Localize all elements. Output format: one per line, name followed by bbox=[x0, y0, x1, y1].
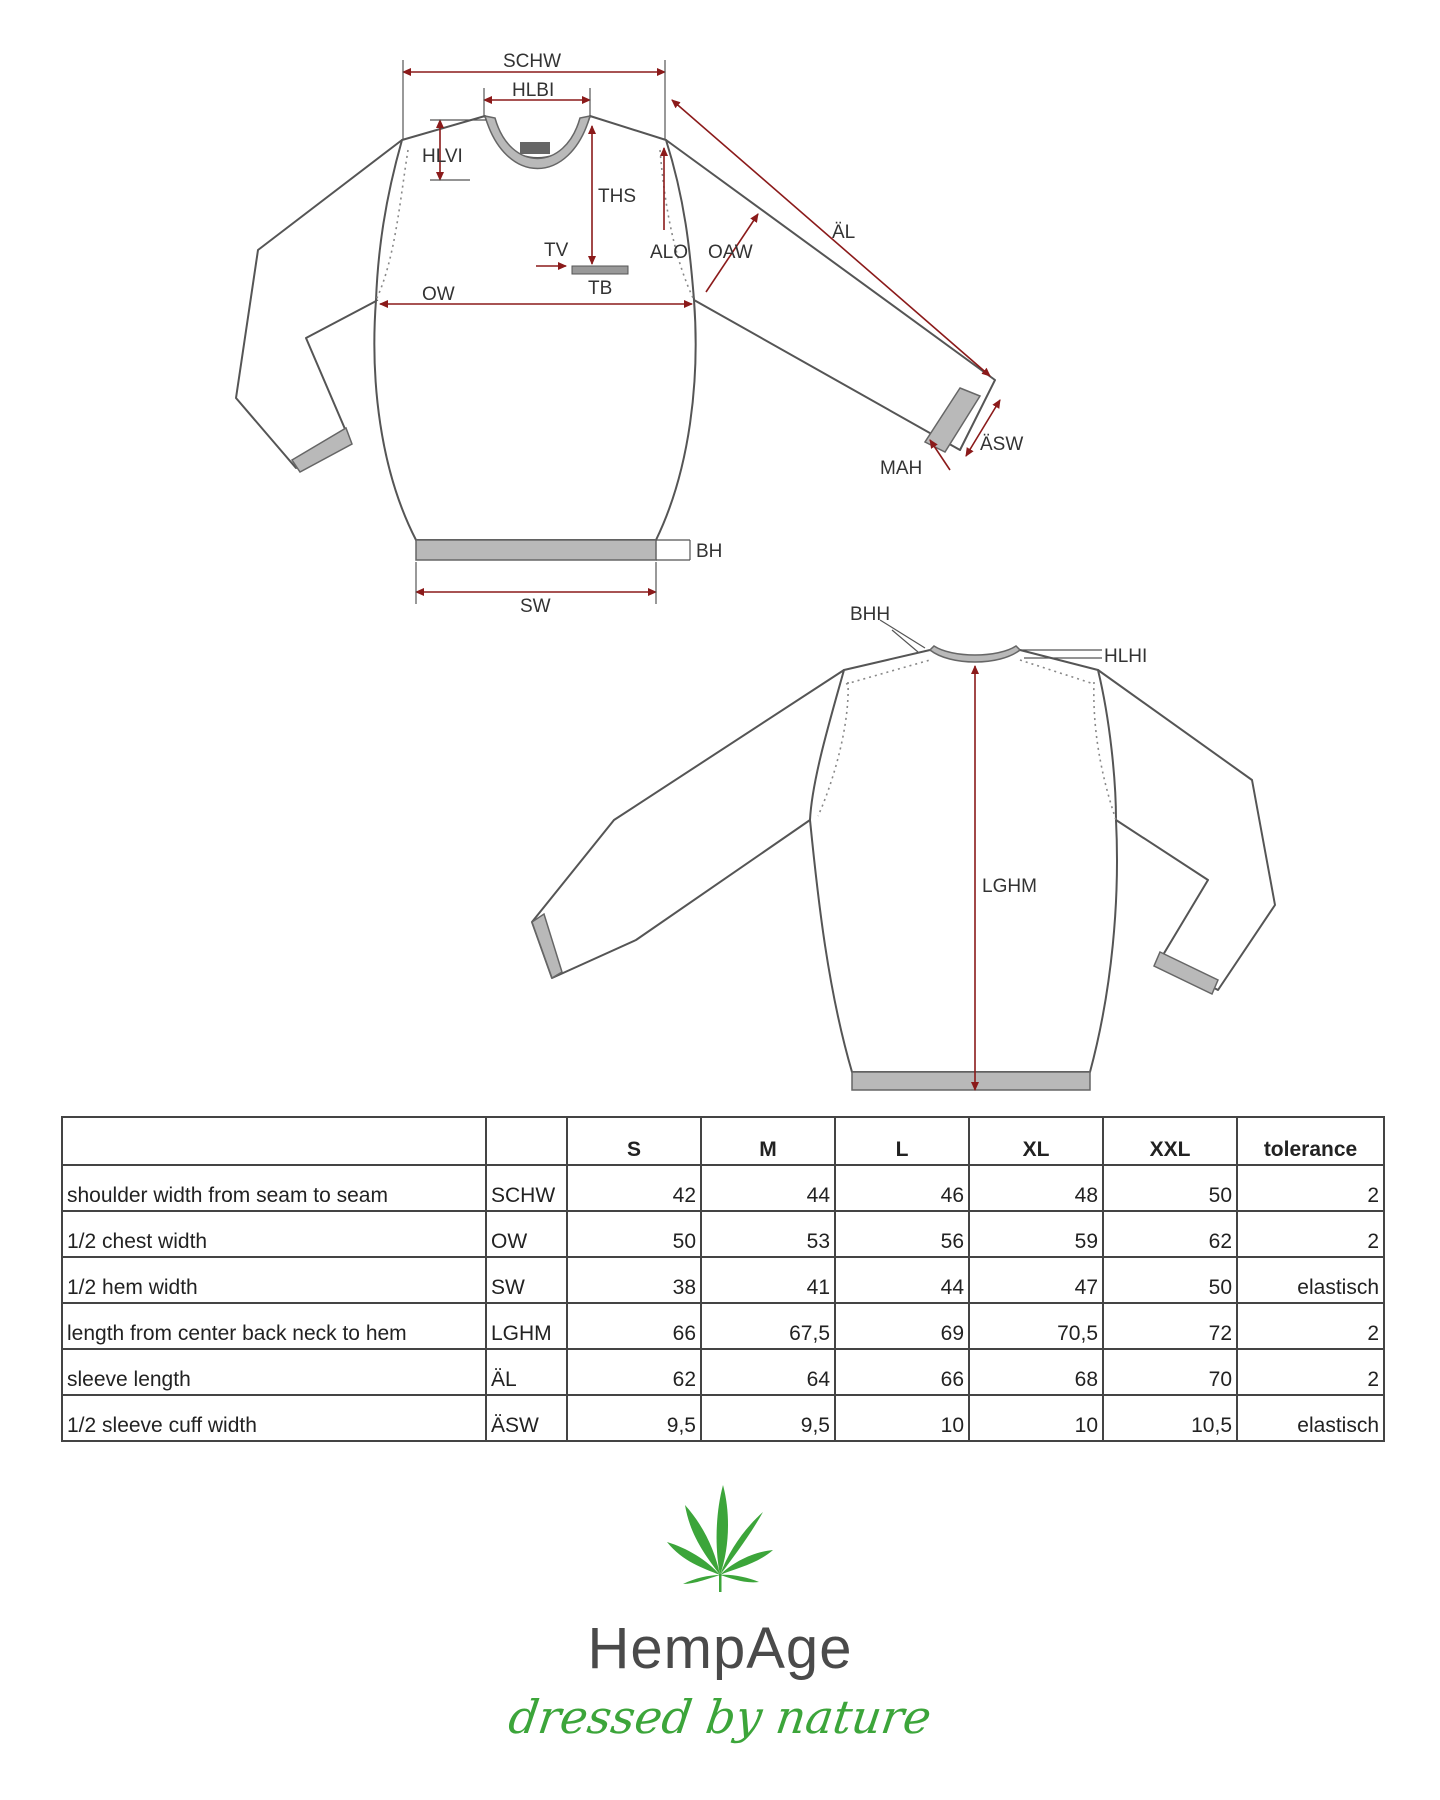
value-xxl: 50 bbox=[1103, 1257, 1237, 1303]
brand-tagline: dressed by nature bbox=[505, 1690, 935, 1744]
measurement-code: ÄSW bbox=[486, 1395, 567, 1441]
value-xl: 70,5 bbox=[969, 1303, 1103, 1349]
value-xxl: 72 bbox=[1103, 1303, 1237, 1349]
tape-block bbox=[572, 266, 628, 274]
table-row bbox=[62, 1211, 1384, 1257]
value-xxl: 10,5 bbox=[1103, 1395, 1237, 1441]
value-l: 56 bbox=[835, 1211, 969, 1257]
label-bh: BH bbox=[696, 541, 723, 562]
table-row bbox=[62, 1349, 1384, 1395]
value-m: 41 bbox=[701, 1257, 835, 1303]
value-xxl: 70 bbox=[1103, 1349, 1237, 1395]
front-right-sleeve bbox=[666, 140, 995, 450]
label-ow: OW bbox=[422, 284, 455, 305]
label-sw: SW bbox=[520, 596, 551, 617]
label-hlbi: HLBI bbox=[512, 80, 555, 101]
measurement-name: sleeve length bbox=[62, 1349, 486, 1395]
table-row bbox=[62, 1165, 1384, 1211]
measurement-code: SCHW bbox=[486, 1165, 567, 1211]
size-chart-table bbox=[61, 1116, 1385, 1442]
value-s: 42 bbox=[567, 1165, 701, 1211]
label-lghm: LGHM bbox=[982, 876, 1037, 897]
measurement-name: shoulder width from seam to seam bbox=[62, 1165, 486, 1211]
front-sweater bbox=[236, 116, 995, 560]
value-xl: 59 bbox=[969, 1211, 1103, 1257]
value-m: 44 bbox=[701, 1165, 835, 1211]
value-tolerance: elastisch bbox=[1237, 1257, 1384, 1303]
value-s: 9,5 bbox=[567, 1395, 701, 1441]
measurement-code: LGHM bbox=[486, 1303, 567, 1349]
front-body bbox=[374, 116, 695, 540]
value-l: 69 bbox=[835, 1303, 969, 1349]
measurement-code: ÄL bbox=[486, 1349, 567, 1395]
label-schw: SCHW bbox=[503, 51, 562, 72]
measurement-code: OW bbox=[486, 1211, 567, 1257]
header-size-xxl: XXL bbox=[1103, 1117, 1237, 1165]
measurement-name: 1/2 hem width bbox=[62, 1257, 486, 1303]
back-body bbox=[810, 650, 1117, 1072]
back-right-sleeve bbox=[1098, 670, 1275, 990]
measurement-name: length from center back neck to hem bbox=[62, 1303, 486, 1349]
value-xl: 47 bbox=[969, 1257, 1103, 1303]
header-size-m: M bbox=[701, 1117, 835, 1165]
back-hem-rib bbox=[852, 1072, 1090, 1090]
value-l: 10 bbox=[835, 1395, 969, 1441]
measurement-code: SW bbox=[486, 1257, 567, 1303]
header-size-xl: XL bbox=[969, 1117, 1103, 1165]
measurement-name: 1/2 chest width bbox=[62, 1211, 486, 1257]
value-m: 67,5 bbox=[701, 1303, 835, 1349]
label-asw: ÄSW bbox=[980, 434, 1024, 455]
header-cell bbox=[486, 1117, 567, 1165]
value-s: 50 bbox=[567, 1211, 701, 1257]
value-tolerance: 2 bbox=[1237, 1211, 1384, 1257]
back-left-sleeve bbox=[532, 670, 844, 978]
hemp-leaf-icon bbox=[665, 1480, 775, 1595]
table-header-row bbox=[62, 1117, 1384, 1165]
label-oaw: OAW bbox=[708, 242, 753, 263]
table-row bbox=[62, 1257, 1384, 1303]
value-s: 62 bbox=[567, 1349, 701, 1395]
value-xxl: 62 bbox=[1103, 1211, 1237, 1257]
label-alo: ALO bbox=[650, 242, 689, 263]
label-hlvi: HLVI bbox=[422, 146, 463, 167]
value-tolerance: 2 bbox=[1237, 1349, 1384, 1395]
label-hlhi: HLHI bbox=[1104, 646, 1148, 667]
value-xl: 48 bbox=[969, 1165, 1103, 1211]
value-xxl: 50 bbox=[1103, 1165, 1237, 1211]
value-tolerance: 2 bbox=[1237, 1303, 1384, 1349]
table-row bbox=[62, 1395, 1384, 1441]
front-hem-rib bbox=[416, 540, 656, 560]
label-tv: TV bbox=[544, 240, 569, 261]
header-cell bbox=[62, 1117, 486, 1165]
header-size-l: L bbox=[835, 1117, 969, 1165]
value-l: 44 bbox=[835, 1257, 969, 1303]
value-l: 46 bbox=[835, 1165, 969, 1211]
value-tolerance: 2 bbox=[1237, 1165, 1384, 1211]
value-m: 64 bbox=[701, 1349, 835, 1395]
neck-label bbox=[520, 142, 550, 154]
label-bhh: BHH bbox=[850, 604, 891, 625]
brand-name: HempAge bbox=[587, 1616, 853, 1681]
header-tolerance: tolerance bbox=[1237, 1117, 1384, 1165]
label-tb: TB bbox=[588, 278, 613, 299]
value-tolerance: elastisch bbox=[1237, 1395, 1384, 1441]
value-l: 66 bbox=[835, 1349, 969, 1395]
label-mah: MAH bbox=[880, 458, 923, 479]
table-row bbox=[62, 1303, 1384, 1349]
value-s: 66 bbox=[567, 1303, 701, 1349]
value-m: 9,5 bbox=[701, 1395, 835, 1441]
label-al: ÄL bbox=[832, 222, 856, 243]
value-m: 53 bbox=[701, 1211, 835, 1257]
value-s: 38 bbox=[567, 1257, 701, 1303]
label-ths: THS bbox=[598, 186, 636, 207]
measurement-name: 1/2 sleeve cuff width bbox=[62, 1395, 486, 1441]
value-xl: 10 bbox=[969, 1395, 1103, 1441]
back-sweater bbox=[532, 646, 1275, 1090]
brand-footer bbox=[0, 1480, 1440, 1800]
value-xl: 68 bbox=[969, 1349, 1103, 1395]
header-size-s: S bbox=[567, 1117, 701, 1165]
